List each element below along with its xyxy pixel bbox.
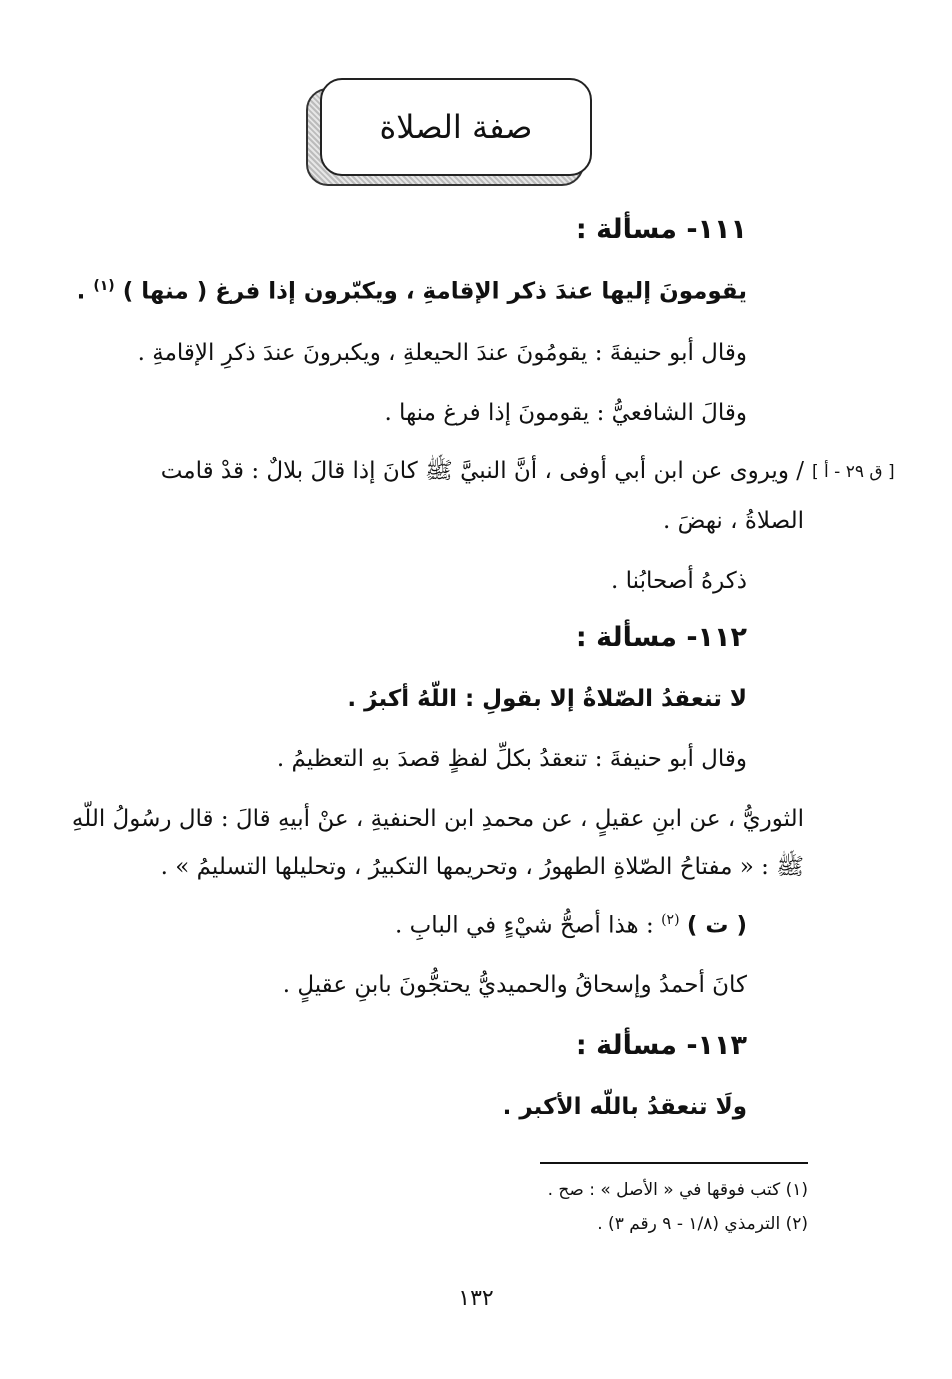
question-111-statement bbox=[77, 278, 747, 306]
question-111-statement-end: . bbox=[76, 278, 86, 305]
footnote-ref-1: (١) bbox=[93, 278, 115, 294]
footnote-2: (٢) الترمذي (١/٨ - ٩ رقم ٣) . bbox=[597, 1214, 808, 1234]
question-113-heading: ١١٣- مسألة : bbox=[575, 1030, 747, 1061]
question-112-statement: لا تنعقدُ الصّلاةُ إلا بقولِ : اللّهُ أكبرُ . bbox=[347, 686, 747, 712]
title-box bbox=[320, 78, 592, 176]
question-111-shafii: وقالَ الشافعيُّ : يقومونَ إذا فرغ منها . bbox=[384, 400, 747, 426]
question-112-hanafi: وقال أبو حنيفةَ : تنعقدُ بكلِّ لفظٍ قصدَ بهِ التعظيمُ . bbox=[276, 746, 747, 772]
question-112-thawri-line-1: الثوريُّ ، عن ابنِ عقيلٍ ، عن محمدِ ابن الحنفيةِ ، عنْ أبيهِ قالَ : قال رسُولُ اللّهِ bbox=[71, 806, 804, 832]
tirmidhi-text: : هذا أصحُّ شيْءٍ في البابِ . bbox=[395, 912, 654, 939]
question-113-statement: ولَا تنعقدُ باللّه الأكبر . bbox=[502, 1094, 747, 1120]
question-111-heading: ١١١- مسألة : bbox=[575, 214, 747, 245]
question-111-hanafi: وقال أبو حنيفةَ : يقومُونَ عندَ الحيعلةِ ، ويكبرونَ عندَ ذكرِ الإقامةِ . bbox=[137, 340, 747, 366]
question-112-tirmidhi bbox=[395, 912, 747, 940]
tirmidhi-label: ( ت ) bbox=[686, 912, 747, 939]
question-112-ahmad: كانَ أحمدُ وإسحاقُ والحميديُّ يحتجُّونَ بابنِ عقيلٍ . bbox=[282, 972, 747, 998]
margin-note: [ ق ٢٩ - أ ] bbox=[812, 462, 895, 482]
footnote-ref-2: (٢) bbox=[661, 912, 680, 928]
footnote-divider bbox=[540, 1162, 808, 1164]
question-111-hadith-line-2: الصلاةُ ، نهضَ . bbox=[663, 508, 804, 534]
question-111-hadith-line-1: / ويروى عن ابن أبي أوفى ، أنَّ النبيَّ ﷺ كانَ إذا قالَ بلالٌ : قدْ قامت bbox=[160, 458, 804, 484]
page-number: ١٣٢ bbox=[458, 1286, 494, 1311]
question-112-heading: ١١٢- مسألة : bbox=[575, 622, 747, 653]
question-112-thawri-line-2: ﷺ : « مفتاحُ الصّلاةِ الطهورُ ، وتحريمها التكبيرُ ، وتحليلها التسليمُ » . bbox=[160, 854, 804, 880]
question-111-statement-text: يقومونَ إليها عندَ ذكر الإقامةِ ، ويكبّرون إذا فرغ ( منها ) bbox=[122, 278, 747, 305]
footnote-1: (١) كتب فوقها في « الأصل » : صح . bbox=[547, 1180, 808, 1200]
question-111-companions: ذكرهُ أصحابُنا . bbox=[611, 568, 747, 594]
page-title: صفة الصلاة bbox=[379, 108, 533, 146]
